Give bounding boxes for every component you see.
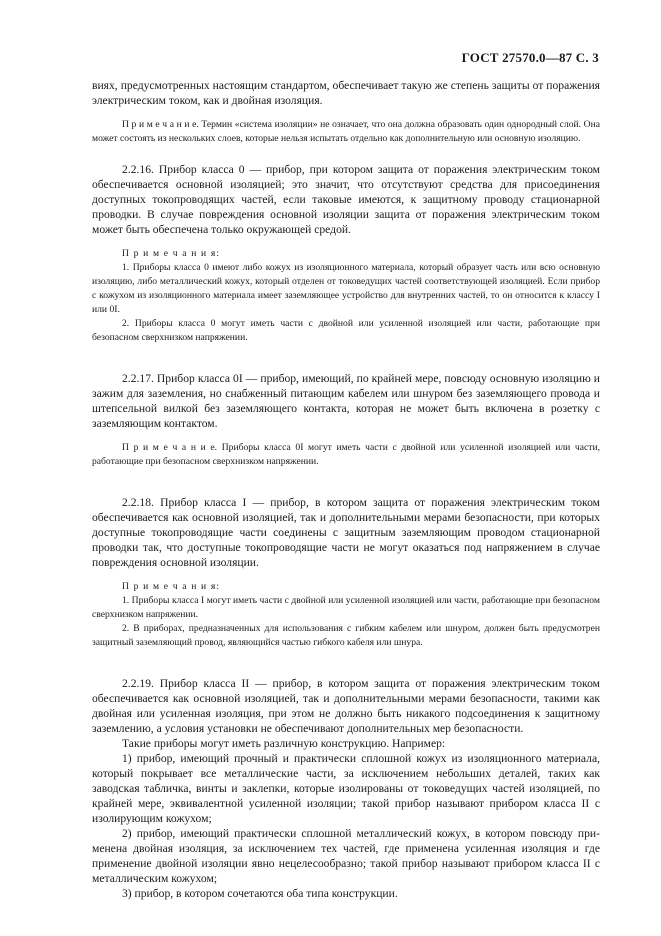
clause-2-2-19: 2.2.19. Прибор класса II — прибор, в котором защита от поражения электрическим током обеспечивается как основной изоляцией, так и дополнительными мерами безопасности, такими как двойная или усиленная изоляция, при этом не должно быть никакого подсоединения к защитному заземлению, а условия установки не обеспечивают дополнительных мер безопасности. bbox=[92, 677, 600, 735]
page-body bbox=[92, 78, 600, 901]
note-label: П р и м е ч а н и е. bbox=[122, 119, 199, 130]
clause-2-2-16: 2.2.16. Прибор класса 0 — прибор, при котором защита от поражения электрическим током обеспечивается основной изоляцией; это значит, что отсутствуют средства для присоединения доступных токопроводящих частей, если таковые имеются, к защитному проводу стационарной проводки. В случае повреждения основной изоляции защита от поражения электрическим током может быть обеспечена только окружающей средой. bbox=[92, 163, 600, 236]
note-text: Термин «система изоляции» не означает, что она должна образовать один однородный слой. Она может состоять из нескольких слоев, которые нельзя испытать отдельно как дополнительную или основную изоляцию. bbox=[92, 119, 600, 144]
intro-note bbox=[92, 118, 600, 146]
clause-2-2-19-paragraph: Такие приборы могут иметь различную конструкцию. Например: bbox=[122, 737, 446, 750]
clause-2-2-19-item-3: 3) прибор, в котором сочетаются оба типа конструкции. bbox=[122, 887, 398, 900]
notes-heading: П р и м е ч а н и я: bbox=[122, 248, 221, 259]
clause-2-2-16-note-1: 1. Приборы класса 0 имеют либо кожух из изоляционного материала, который образует часть или всю основную изоляцию, либо металлический кожух, который отделен от токоведущих частей соответствующей изоляцией. Если прибор с кожухом из изоляционного материала имеет заземляющее устройство для внутренних частей, то он относится к классу I или 0I. bbox=[92, 262, 600, 315]
clause-2-2-18-note-2: 2. В приборах, предназначенных для использования с гибким кабелем или шнуром, должен быть предусмотрен защитный заземляющий провод, являющийся частью гибкого кабеля или шнура. bbox=[92, 623, 600, 648]
notes-heading: П р и м е ч а н и я: bbox=[122, 581, 221, 592]
clause-2-2-18: 2.2.18. Прибор класса I — прибор, в котором защита от поражения электрическим током обеспечивается как основной изоляцией, так и дополнительными мерами безопасности, при которых доступные токопроводящие части соединены с защитным заземляющим проводом стационарной проводки так, что доступные токопроводящие части не могут оказаться под напряжением в случае повреждения основной изоляции. bbox=[92, 496, 600, 569]
intro-paragraph: виях, предусмотренных настоящим стандартом, обеспечивает такую же степень защиты от поражения электрическим током, как и двойная изоляция. bbox=[92, 79, 600, 107]
clause-2-2-17: 2.2.17. Прибор класса 0I — прибор, имеющий, по крайней мере, повсюду основную изоляцию и зажим для заземления, но снабженный питающим кабелем или шнуром без заземляющего провода и штепсельной вилкой без заземляющего контакта, которая не может быть включена в розетку с заземляющим контактом. bbox=[92, 372, 600, 430]
clause-2-2-19-item-1: 1) прибор, имеющий прочный и практически сплошной кожух из изоляционного материала, который покрывает все металлические части, за исключением небольших деталей, таких как заводская табличка, винты и заклепки, которые изолированы от токоведущих частей изоляцией, по крайней мере, эквивалентной усиленной изоляции; такой прибор называют прибором класса II с изолирующим кожухом; bbox=[92, 752, 600, 825]
clause-2-2-19-item-2: 2) прибор, имеющий практически сплошной металлический кожух, в котором повсюду применена двойная изоляция, за исключением тех частей, где применена усиленная изоляция и где применение двойной изоляции явно нецелесообразно; такой прибор называют прибором класса II с металлическим кожухом; bbox=[92, 827, 600, 885]
note-label: П р и м е ч а н и е. bbox=[122, 442, 218, 453]
note-text: Приборы класса 0I могут иметь части с двойной или усиленной изоляцией или части, работающие при безопасном сверхнизком напряжении. bbox=[92, 442, 600, 467]
clause-2-2-18-note-1: 1. Приборы класса I могут иметь части с двойной или усиленной изоляцией или части, работающие при безопасном сверхнизком напряжении. bbox=[92, 595, 600, 620]
clause-2-2-16-note-2: 2. Приборы класса 0 могут иметь части с двойной или усиленной изоляцией или части, работающие при безопасном сверхнизком напряжении. bbox=[92, 318, 600, 343]
clause-2-2-17-note bbox=[92, 441, 600, 469]
page-header: ГОСТ 27570.0—87 С. 3 bbox=[461, 50, 599, 65]
